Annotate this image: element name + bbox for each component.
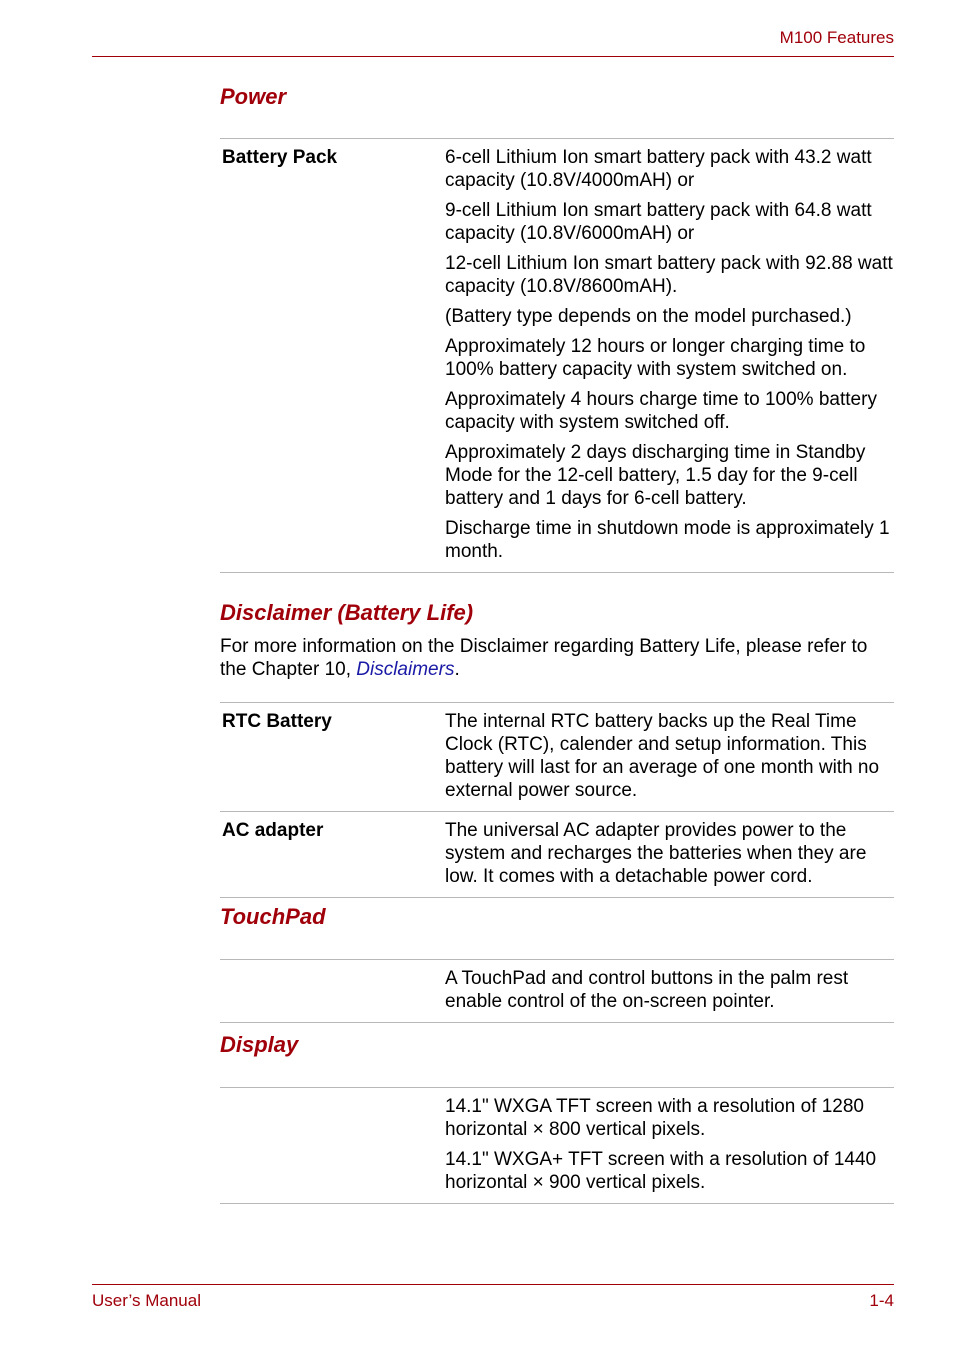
description-paragraph: 9-cell Lithium Ion smart battery pack with 64.8 watt capacity (10.8V/6000mAH) or xyxy=(445,200,872,244)
header-rule xyxy=(92,56,894,57)
description-paragraph: Discharge time in shutdown mode is approximately 1 month. xyxy=(445,518,890,562)
disclaimers-link[interactable]: Disclaimers xyxy=(356,659,455,680)
power-table xyxy=(220,138,894,573)
description-paragraph: Approximately 2 days discharging time in Standby Mode for the 12-cell battery, 1.5 day for the 9-cell battery and 1 days for 6-cell battery. xyxy=(445,442,866,509)
description-paragraph: 14.1" WXGA+ TFT screen with a resolution of 1440 horizontal × 900 vertical pixels. xyxy=(445,1149,877,1193)
description-paragraph: (Battery type depends on the model purchased.) xyxy=(445,306,852,327)
description-paragraph: Approximately 4 hours charge time to 100% battery capacity with system switched off. xyxy=(445,389,877,433)
table-row-display xyxy=(220,1087,894,1204)
touchpad-table xyxy=(220,959,894,1023)
description-paragraph: 12-cell Lithium Ion smart battery pack with 92.88 watt capacity (10.8V/8600mAH). xyxy=(445,253,893,297)
disclaimer-text-end: . xyxy=(454,659,460,680)
table-row-touchpad xyxy=(220,959,894,1023)
row-description xyxy=(445,703,894,811)
row-label: RTC Battery xyxy=(222,711,332,732)
table-row-battery-pack xyxy=(220,138,894,573)
description-paragraph: The internal RTC battery backs up the Real Time Clock (RTC), calender and setup information. This battery will last for an average of one month with no external power source. xyxy=(445,711,880,801)
description-paragraph: A TouchPad and control buttons in the palm rest enable control of the on-screen pointer. xyxy=(445,968,849,1012)
row-label-empty xyxy=(220,1088,445,1203)
display-table xyxy=(220,1087,894,1204)
battery-adapter-table xyxy=(220,702,894,898)
description-paragraph: The universal AC adapter provides power to the system and recharges the batteries when they are low. It comes with a detachable power cord. xyxy=(445,820,867,887)
disclaimer-text: For more information on the Disclaimer regarding Battery Life, please refer to the Chapter 10, xyxy=(220,636,868,680)
section-heading-power: Power xyxy=(220,84,287,109)
table-row-rtc-battery xyxy=(220,702,894,811)
disclaimer-paragraph xyxy=(220,635,894,681)
row-description xyxy=(445,812,894,897)
description-paragraph: 14.1" WXGA TFT screen with a resolution of 1280 horizontal × 800 vertical pixels. xyxy=(445,1096,864,1140)
row-label: AC adapter xyxy=(222,820,324,841)
section-heading-touchpad: TouchPad xyxy=(220,904,326,929)
footer-rule xyxy=(92,1284,894,1285)
table-row-ac-adapter xyxy=(220,811,894,898)
description-paragraph: Approximately 12 hours or longer charging time to 100% battery capacity with system switched on. xyxy=(445,336,866,380)
row-label: Battery Pack xyxy=(222,147,338,168)
row-description xyxy=(445,1088,894,1203)
section-heading-disclaimer: Disclaimer (Battery Life) xyxy=(220,600,474,625)
row-description xyxy=(445,139,894,572)
row-label-empty xyxy=(220,960,445,1022)
footer-manual-title: User’s Manual xyxy=(92,1291,201,1310)
section-heading-display: Display xyxy=(220,1032,299,1057)
row-description xyxy=(445,960,894,1022)
running-header-title: M100 Features xyxy=(779,28,894,47)
description-paragraph: 6-cell Lithium Ion smart battery pack with 43.2 watt capacity (10.8V/4000mAH) or xyxy=(445,147,872,191)
page-number: 1-4 xyxy=(869,1291,894,1310)
